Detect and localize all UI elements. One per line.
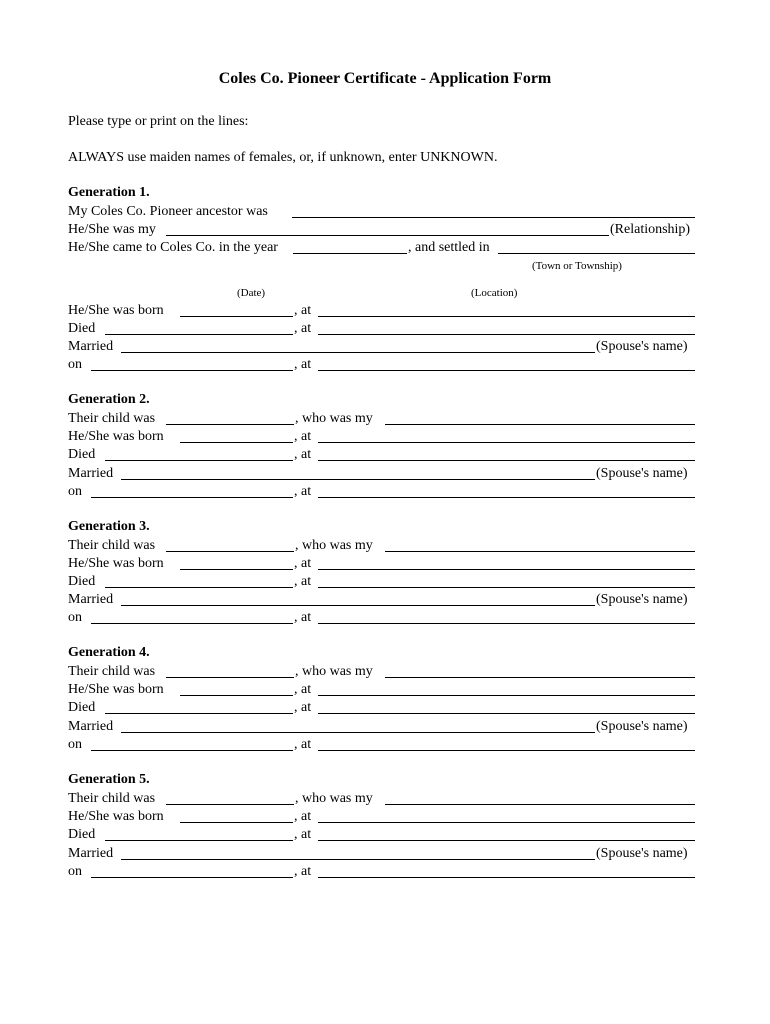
instruction-type-or-print: Please type or print on the lines: bbox=[68, 114, 249, 129]
settled-label: , and settled in bbox=[408, 240, 490, 255]
gen2-married-date-field[interactable] bbox=[91, 484, 293, 498]
gen1-died-location-field[interactable] bbox=[318, 321, 695, 335]
gen3-born-date-field[interactable] bbox=[180, 556, 293, 570]
gen3-married-location-field[interactable] bbox=[318, 610, 695, 624]
gen2-child-name-field[interactable] bbox=[166, 411, 294, 425]
at-label: , at bbox=[294, 484, 312, 499]
at-label: , at bbox=[294, 303, 312, 318]
year-field[interactable] bbox=[293, 240, 407, 254]
gen3-died-date-field[interactable] bbox=[105, 574, 293, 588]
at-label: , at bbox=[294, 610, 312, 625]
married-label: Married bbox=[68, 846, 114, 861]
gen3-died-location-field[interactable] bbox=[318, 574, 695, 588]
born-label: He/She was born bbox=[68, 809, 164, 824]
on-label: on bbox=[68, 484, 82, 499]
instruction-maiden-names: ALWAYS use maiden names of females, or, if unknown, enter UNKNOWN. bbox=[68, 150, 498, 165]
at-label: , at bbox=[294, 429, 312, 444]
died-label: Died bbox=[68, 574, 96, 589]
at-label: , at bbox=[294, 447, 312, 462]
came-year-label: He/She came to Coles Co. in the year bbox=[68, 240, 278, 255]
gen3-married-date-field[interactable] bbox=[91, 610, 293, 624]
at-label: , at bbox=[294, 682, 312, 697]
gen3-spouse-field[interactable] bbox=[121, 592, 595, 606]
gen1-born-location-field[interactable] bbox=[318, 303, 695, 317]
generation-2-heading: Generation 2. bbox=[68, 392, 150, 407]
died-label: Died bbox=[68, 700, 96, 715]
died-label: Died bbox=[68, 827, 96, 842]
gen1-married-location-field[interactable] bbox=[318, 357, 695, 371]
their-child-label: Their child was bbox=[68, 411, 156, 426]
gen3-child-name-field[interactable] bbox=[166, 538, 294, 552]
spouse-caption: (Spouse's name) bbox=[596, 592, 688, 607]
on-label: on bbox=[68, 357, 82, 372]
spouse-caption: (Spouse's name) bbox=[596, 719, 688, 734]
was-my-label: He/She was my bbox=[68, 222, 156, 237]
generation-3-heading: Generation 3. bbox=[68, 519, 150, 534]
gen3-born-location-field[interactable] bbox=[318, 556, 695, 570]
spouse-caption: (Spouse's name) bbox=[596, 339, 688, 354]
town-caption: (Town or Township) bbox=[532, 260, 622, 272]
gen5-born-location-field[interactable] bbox=[318, 809, 695, 823]
on-label: on bbox=[68, 864, 82, 879]
who-was-my-label: , who was my bbox=[295, 791, 373, 806]
gen5-married-date-field[interactable] bbox=[91, 864, 293, 878]
their-child-label: Their child was bbox=[68, 538, 156, 553]
gen4-died-date-field[interactable] bbox=[105, 700, 293, 714]
gen2-born-date-field[interactable] bbox=[180, 429, 293, 443]
relationship-caption: (Relationship) bbox=[610, 222, 691, 237]
gen5-died-location-field[interactable] bbox=[318, 827, 695, 841]
at-label: , at bbox=[294, 864, 312, 879]
born-label: He/She was born bbox=[68, 429, 164, 444]
ancestor-name-field[interactable] bbox=[292, 204, 695, 218]
gen2-born-location-field[interactable] bbox=[318, 429, 695, 443]
died-label: Died bbox=[68, 321, 96, 336]
gen2-spouse-field[interactable] bbox=[121, 466, 595, 480]
location-caption: (Location) bbox=[471, 287, 518, 299]
generation-4-heading: Generation 4. bbox=[68, 645, 150, 660]
married-label: Married bbox=[68, 339, 114, 354]
at-label: , at bbox=[294, 827, 312, 842]
born-label: He/She was born bbox=[68, 303, 164, 318]
who-was-my-label: , who was my bbox=[295, 538, 373, 553]
their-child-label: Their child was bbox=[68, 664, 156, 679]
gen4-married-date-field[interactable] bbox=[91, 737, 293, 751]
married-label: Married bbox=[68, 592, 114, 607]
spouse-caption: (Spouse's name) bbox=[596, 466, 688, 481]
gen4-married-location-field[interactable] bbox=[318, 737, 695, 751]
at-label: , at bbox=[294, 809, 312, 824]
on-label: on bbox=[68, 737, 82, 752]
married-label: Married bbox=[68, 466, 114, 481]
gen5-died-date-field[interactable] bbox=[105, 827, 293, 841]
born-label: He/She was born bbox=[68, 682, 164, 697]
their-child-label: Their child was bbox=[68, 791, 156, 806]
gen1-spouse-field[interactable] bbox=[121, 339, 595, 353]
date-caption: (Date) bbox=[237, 287, 266, 299]
gen4-relationship-field[interactable] bbox=[385, 664, 695, 678]
gen4-died-location-field[interactable] bbox=[318, 700, 695, 714]
on-label: on bbox=[68, 610, 82, 625]
at-label: , at bbox=[294, 737, 312, 752]
at-label: , at bbox=[294, 574, 312, 589]
gen2-died-date-field[interactable] bbox=[105, 447, 293, 461]
gen2-died-location-field[interactable] bbox=[318, 447, 695, 461]
gen5-born-date-field[interactable] bbox=[180, 809, 293, 823]
gen1-died-date-field[interactable] bbox=[105, 321, 293, 335]
gen5-married-location-field[interactable] bbox=[318, 864, 695, 878]
gen3-relationship-field[interactable] bbox=[385, 538, 695, 552]
gen4-born-location-field[interactable] bbox=[318, 682, 695, 696]
at-label: , at bbox=[294, 357, 312, 372]
at-label: , at bbox=[294, 556, 312, 571]
page-title: Coles Co. Pioneer Certificate - Application Form bbox=[218, 70, 552, 87]
gen5-child-name-field[interactable] bbox=[166, 791, 294, 805]
gen4-child-name-field[interactable] bbox=[166, 664, 294, 678]
gen5-spouse-field[interactable] bbox=[121, 846, 595, 860]
gen4-spouse-field[interactable] bbox=[121, 719, 595, 733]
gen4-born-date-field[interactable] bbox=[180, 682, 293, 696]
at-label: , at bbox=[294, 321, 312, 336]
born-label: He/She was born bbox=[68, 556, 164, 571]
gen5-relationship-field[interactable] bbox=[385, 791, 695, 805]
gen2-relationship-field[interactable] bbox=[385, 411, 695, 425]
who-was-my-label: , who was my bbox=[295, 411, 373, 426]
spouse-caption: (Spouse's name) bbox=[596, 846, 688, 861]
died-label: Died bbox=[68, 447, 96, 462]
married-label: Married bbox=[68, 719, 114, 734]
gen1-married-date-field[interactable] bbox=[91, 357, 293, 371]
generation-5-heading: Generation 5. bbox=[68, 772, 150, 787]
gen1-born-date-field[interactable] bbox=[180, 303, 293, 317]
generation-1-heading: Generation 1. bbox=[68, 185, 150, 200]
ancestor-label: My Coles Co. Pioneer ancestor was bbox=[68, 204, 268, 219]
at-label: , at bbox=[294, 700, 312, 715]
gen2-married-location-field[interactable] bbox=[318, 484, 695, 498]
settled-town-field[interactable] bbox=[498, 240, 695, 254]
who-was-my-label: , who was my bbox=[295, 664, 373, 679]
relationship-field[interactable] bbox=[166, 222, 609, 236]
